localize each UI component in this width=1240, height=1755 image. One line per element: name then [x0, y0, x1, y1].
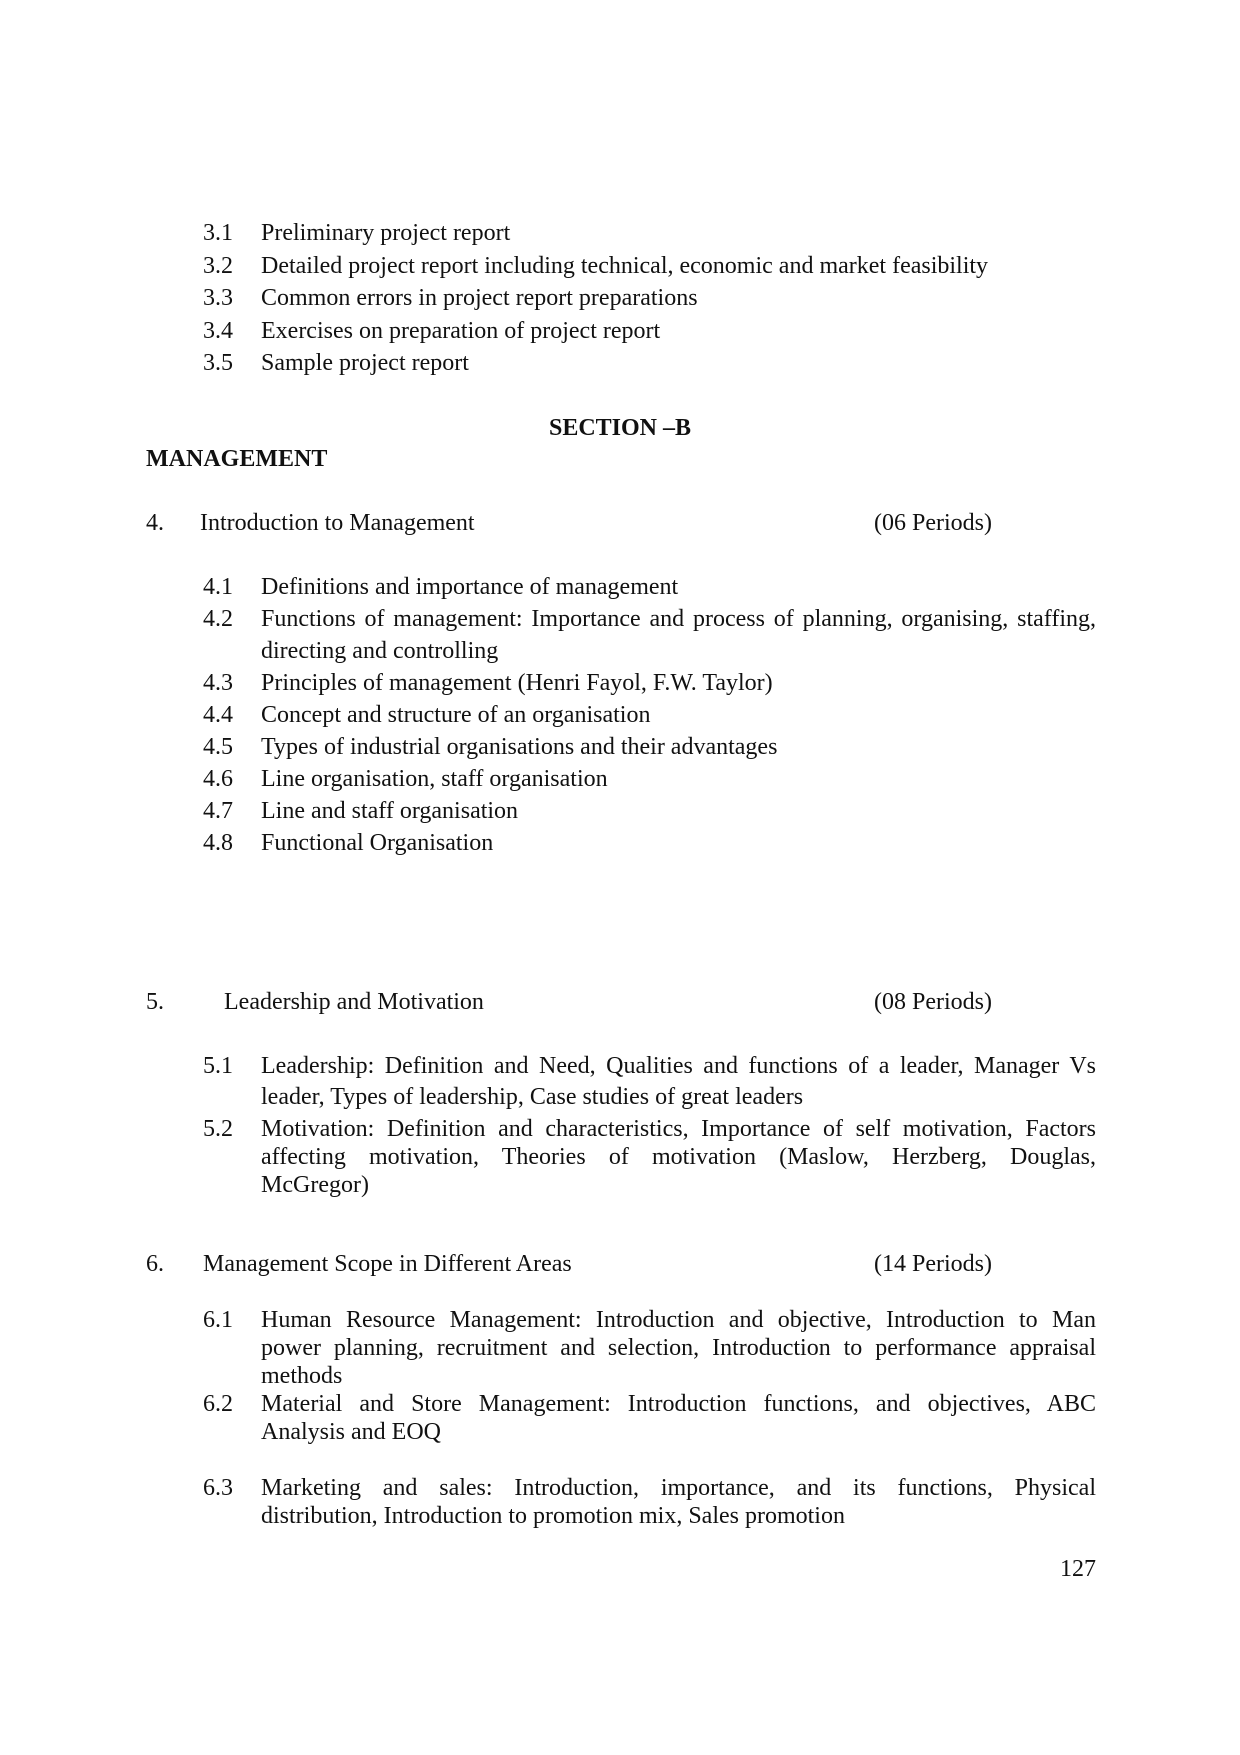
item-text: Sample project report — [261, 350, 469, 376]
list-item — [0, 348, 1240, 378]
list-item-continuation — [0, 1142, 1240, 1172]
list-item — [0, 316, 1240, 346]
item-text: Motivation: Definition and characteristics, Importance of self motivation, Factors — [261, 1116, 1096, 1142]
list-item — [0, 764, 1240, 794]
item-number: 6.2 — [203, 1391, 233, 1417]
item-text: Functions of management: Importance and process of planning, organising, staffing, — [261, 606, 1096, 632]
item-number: 4.1 — [203, 574, 233, 600]
unit-periods: (14 Periods) — [874, 1251, 992, 1277]
list-item — [0, 668, 1240, 698]
list-item-continuation — [0, 1082, 1240, 1112]
list-item-continuation — [0, 1417, 1240, 1447]
list-item — [0, 572, 1240, 602]
item-number: 4.3 — [203, 670, 233, 696]
list-item-continuation — [0, 1170, 1240, 1200]
item-text: leader, Types of leadership, Case studies of great leaders — [261, 1084, 804, 1110]
unit-title: Leadership and Motivation — [224, 989, 484, 1015]
item-number: 6.1 — [203, 1307, 233, 1333]
item-text: Types of industrial organisations and their advantages — [261, 734, 778, 760]
item-number: 4.2 — [203, 606, 233, 632]
list-item — [0, 1305, 1240, 1335]
item-number: 4.5 — [203, 734, 233, 760]
item-number: 4.7 — [203, 798, 233, 824]
item-text: affecting motivation, Theories of motivation (Maslow, Herzberg, Douglas, — [261, 1144, 1096, 1170]
item-number: 6.3 — [203, 1475, 233, 1501]
unit-heading — [0, 1249, 1240, 1279]
item-text: Definitions and importance of management — [261, 574, 679, 600]
unit-periods: (08 Periods) — [874, 989, 992, 1015]
item-number: 3.2 — [203, 253, 233, 279]
unit-title: Introduction to Management — [200, 510, 475, 536]
item-number: 4.4 — [203, 702, 233, 728]
item-number: 5.1 — [203, 1053, 233, 1079]
section-subtitle: MANAGEMENT — [146, 446, 328, 472]
list-item — [0, 283, 1240, 313]
list-item — [0, 251, 1240, 281]
list-item — [0, 604, 1240, 634]
list-item — [0, 796, 1240, 826]
item-text: Leadership: Definition and Need, Qualities and functions of a leader, Manager Vs — [261, 1053, 1096, 1079]
item-text: Principles of management (Henri Fayol, F.W. Taylor) — [261, 670, 773, 696]
list-item — [0, 700, 1240, 730]
item-text: methods — [261, 1363, 343, 1389]
list-item-continuation — [0, 636, 1240, 666]
item-text: Concept and structure of an organisation — [261, 702, 651, 728]
section-title: SECTION –B — [548, 415, 692, 441]
item-number: 3.4 — [203, 318, 233, 344]
item-text: Line organisation, staff organisation — [261, 766, 608, 792]
unit-number: 5. — [146, 989, 164, 1015]
item-text: Common errors in project report preparations — [261, 285, 698, 311]
item-text: Functional Organisation — [261, 830, 494, 856]
list-item — [0, 828, 1240, 858]
unit-number: 6. — [146, 1251, 164, 1277]
item-text: directing and controlling — [261, 638, 499, 664]
item-number: 4.8 — [203, 830, 233, 856]
list-item — [0, 1389, 1240, 1419]
item-text: Preliminary project report — [261, 220, 511, 246]
list-item — [0, 1114, 1240, 1144]
item-text: Detailed project report including technical, economic and market feasibility — [261, 253, 989, 279]
item-number: 4.6 — [203, 766, 233, 792]
unit-number: 4. — [146, 510, 164, 536]
item-text: Material and Store Management: Introduction functions, and objectives, ABC — [261, 1391, 1096, 1417]
item-number: 3.3 — [203, 285, 233, 311]
item-text: distribution, Introduction to promotion mix, Sales promotion — [261, 1503, 845, 1529]
unit-periods: (06 Periods) — [874, 510, 992, 536]
list-item — [0, 1473, 1240, 1503]
list-item — [0, 218, 1240, 248]
list-item — [0, 732, 1240, 762]
item-text: Line and staff organisation — [261, 798, 519, 824]
unit-heading — [0, 508, 1240, 538]
unit-title: Management Scope in Different Areas — [203, 1251, 572, 1277]
item-number: 3.5 — [203, 350, 233, 376]
list-item-continuation — [0, 1501, 1240, 1531]
item-text: power planning, recruitment and selection, Introduction to performance appraisal — [261, 1335, 1096, 1361]
item-number: 3.1 — [203, 220, 233, 246]
item-text: Exercises on preparation of project report — [261, 318, 661, 344]
item-text: Analysis and EOQ — [261, 1419, 441, 1445]
list-item-continuation — [0, 1333, 1240, 1363]
list-item — [0, 1051, 1240, 1081]
item-text: Human Resource Management: Introduction and objective, Introduction to Man — [261, 1307, 1096, 1333]
item-text: McGregor) — [261, 1172, 369, 1198]
unit-heading — [0, 987, 1240, 1017]
item-number: 5.2 — [203, 1116, 233, 1142]
page-number: 127 — [1060, 1556, 1096, 1582]
list-item-continuation — [0, 1361, 1240, 1391]
item-text: Marketing and sales: Introduction, importance, and its functions, Physical — [261, 1475, 1096, 1501]
